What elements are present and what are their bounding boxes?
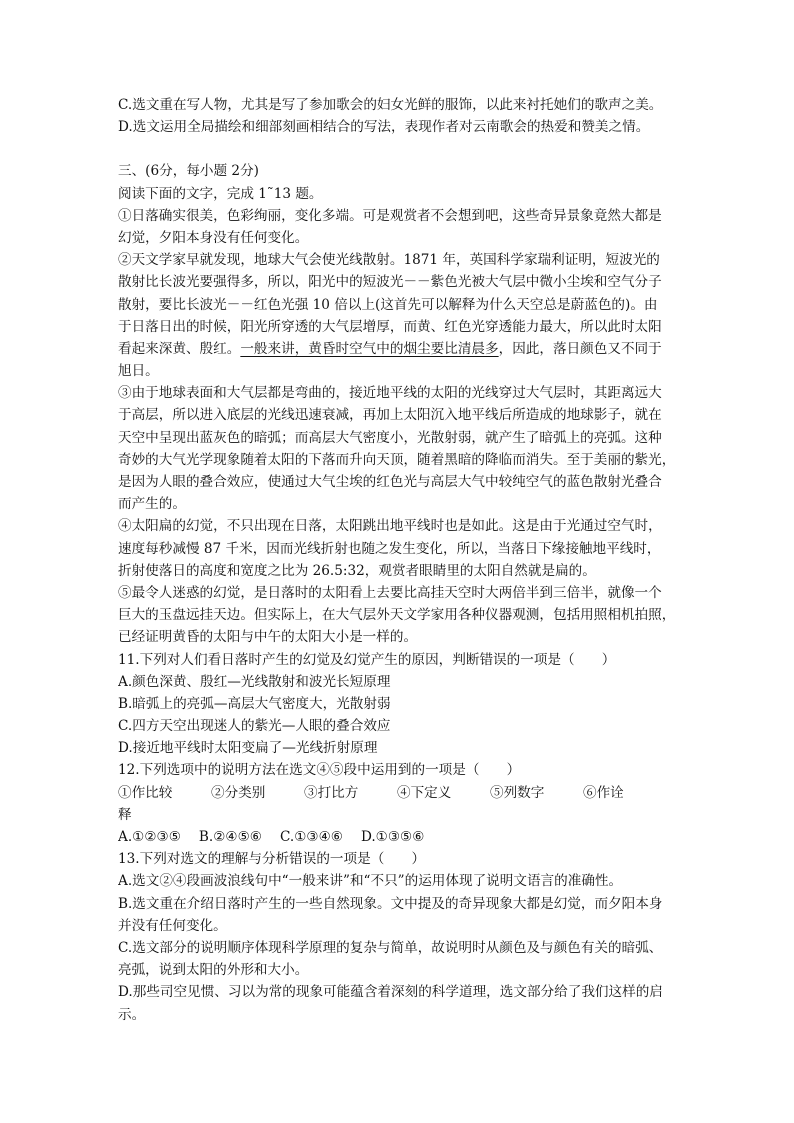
question-13: 13.下列对选文的理解与分析错误的一项是（ ） A.选文②④段画波浪线句中“一般来讲”和“不只”的运用体现了说明文语言的准确性。 B.选文重在介绍日落时产生的一些自然现象。文中提及的奇异现象大都是幻觉，而夕阳本身 并没有任何变化。 C.选文部分的说明顺序体现科学原理的复杂与简单，故说明时从颜色及与颜色有关的暗弧、 亮弧，说到太阳的外形和大小。 D.那些司空见惯、习以为常的现象可能蕴含着深刻的科学道理，选文部分给了我们这样的启 示。: [118, 848, 680, 1026]
section-instruction: 阅读下面的文字，完成 1˜13 题。: [118, 185, 323, 202]
option-c: C.选文部分的说明顺序体现科学原理的复杂与简单，故说明时从颜色及与颜色有关的暗弧、: [118, 939, 663, 956]
option-a: A.①②③⑤: [118, 829, 181, 845]
question-stem: 11.下列对人们看日落时产生的幻觉及幻觉产生的原因，判断错误的一项是（ ）: [118, 651, 616, 668]
paragraph-3: ③由于地球表面和大气层都是弯曲的，接近地平线的太阳的光线穿过大气层时，其距离远大 于高层，所以进入底层的光线迅速衰减，再加上太阳沉入地平线后所造成的地球影子，就在 天空中呈现出蓝灰色的暗弧；而高层大气密度小，光散射弱，就产生了暗弧上的亮弧。这种 奇妙的大气光学现象随着太阳的下落而升向天顶，随着黑暗的降临而消失。至于美丽的紫光， 是因为人眼的叠合效应，使通过大气尘埃的红色光与高层大气中较纯空气的蓝色散射光叠合 而产生的。: [118, 385, 676, 513]
question-stem: 13.下列对选文的理解与分析错误的一项是（ ）: [118, 851, 426, 868]
question-12: 12.下列选项中的说明方法在选文④⑤段中运用到的一项是（ ） ①作比较 ②分类别 ③打比方 ④下定义 ⑤列数字 ⑥作诠 释 A.①②③⑤ B.②④⑤⑥ C.①③④⑥ D.①③⑤⑥: [118, 759, 680, 848]
option-a: A.选文②④段画波浪线句中“一般来讲”和“不只”的运用体现了说明文语言的准确性。: [118, 873, 623, 890]
choice-list: [118, 826, 680, 848]
paragraph-2: ②天文学家早就发现，地球大气会使光线散射。1871 年，英国科学家瑞利证明，短波光的 散射比长波光要强得多，所以，阳光中的短波光－－紫色光被大气层中微小尘埃和空气分子 散射，要比长波光－－红色光强 10 倍以上(这首先可以解释为什么天空总是蔚蓝色的)。由 于日落日出的时候，阳光所穿透的大气层增厚，而黄、红色光穿透能力最大，所以此时太阳 看起来深黄、殷红。一般来讲，黄昏时空气中的烟尘要比清晨多，因此，落日颜色又不同于 旭日。: [118, 252, 662, 380]
option-d: D.接近地平线时太阳变扁了—光线折射原理: [118, 740, 378, 757]
option-b: B.②④⑤⑥: [198, 829, 262, 845]
option-c: C.四方天空出现迷人的紫光—人眼的叠合效应: [118, 718, 391, 735]
paragraph-5: ⑤最令人迷惑的幻觉，是日落时的太阳看上去要比高挂天空时大两倍半到三倍半，就像一个 巨大的玉盘远挂天边。但实际上，在大气层外天文学家用各种仪器观测，包括用照相机拍照， 已经证明黄昏的太阳与中午的太阳大小是一样的。: [118, 584, 676, 646]
section-heading: 三、(6分，每小题 2分): [118, 163, 259, 180]
paragraph-4: ④太阳扁的幻觉，不只出现在日落，太阳跳出地平线时也是如此。这是由于光通过空气时， 速度每秒减慢 87 千米，因而光线折射也随之发生变化，所以，当落日下缘接触地平线时， 折射使落日的高度和宽度之比为 26.5:32，观赏者眼睛里的太阳自然就是扁的。: [118, 518, 662, 579]
option-b: B.选文重在介绍日落时产生的一些自然现象。文中提及的奇异现象大都是幻觉，而夕阳本身: [118, 895, 663, 912]
prev-option-c: C.选文重在写人物，尤其是写了参加歌会的妇女光鲜的服饰，以此来衬托她们的歌声之美。: [118, 97, 663, 113]
method-list: ①作比较 ②分类别 ③打比方 ④下定义 ⑤列数字 ⑥作诠: [118, 784, 624, 801]
option-c: C.①③④⑥: [279, 829, 343, 845]
spacer: [118, 138, 680, 160]
wavy-underlined-sentence: 一般来讲，黄昏时空气中的烟尘要比清晨多: [240, 340, 499, 357]
option-a: A.颜色深黄、殷红—光线散射和波光长短原理: [118, 673, 391, 690]
question-stem: 12.下列选项中的说明方法在选文④⑤段中运用到的一项是（ ）: [118, 762, 521, 779]
prev-option-d: D.选文运用全局描绘和细部刻画相结合的写法，表现作者对云南歌会的热爱和赞美之情。: [118, 119, 650, 136]
option-b: B.暗弧上的亮弧—高层大气密度大，光散射弱: [118, 695, 391, 712]
option-d: D.①③⑤⑥: [360, 829, 425, 845]
paragraph-1: ①日落确实很美，色彩绚丽，变化多端。可是观赏者不会想到吧，这些奇异景象竟然大都是 幻觉，夕阳本身没有任何变化。: [118, 207, 662, 246]
document-page: [118, 94, 680, 1026]
option-d: D.那些司空见惯、习以为常的现象可能蕴含着深刻的科学道理，选文部分给了我们这样的启: [118, 984, 663, 1001]
question-11: [118, 649, 680, 760]
